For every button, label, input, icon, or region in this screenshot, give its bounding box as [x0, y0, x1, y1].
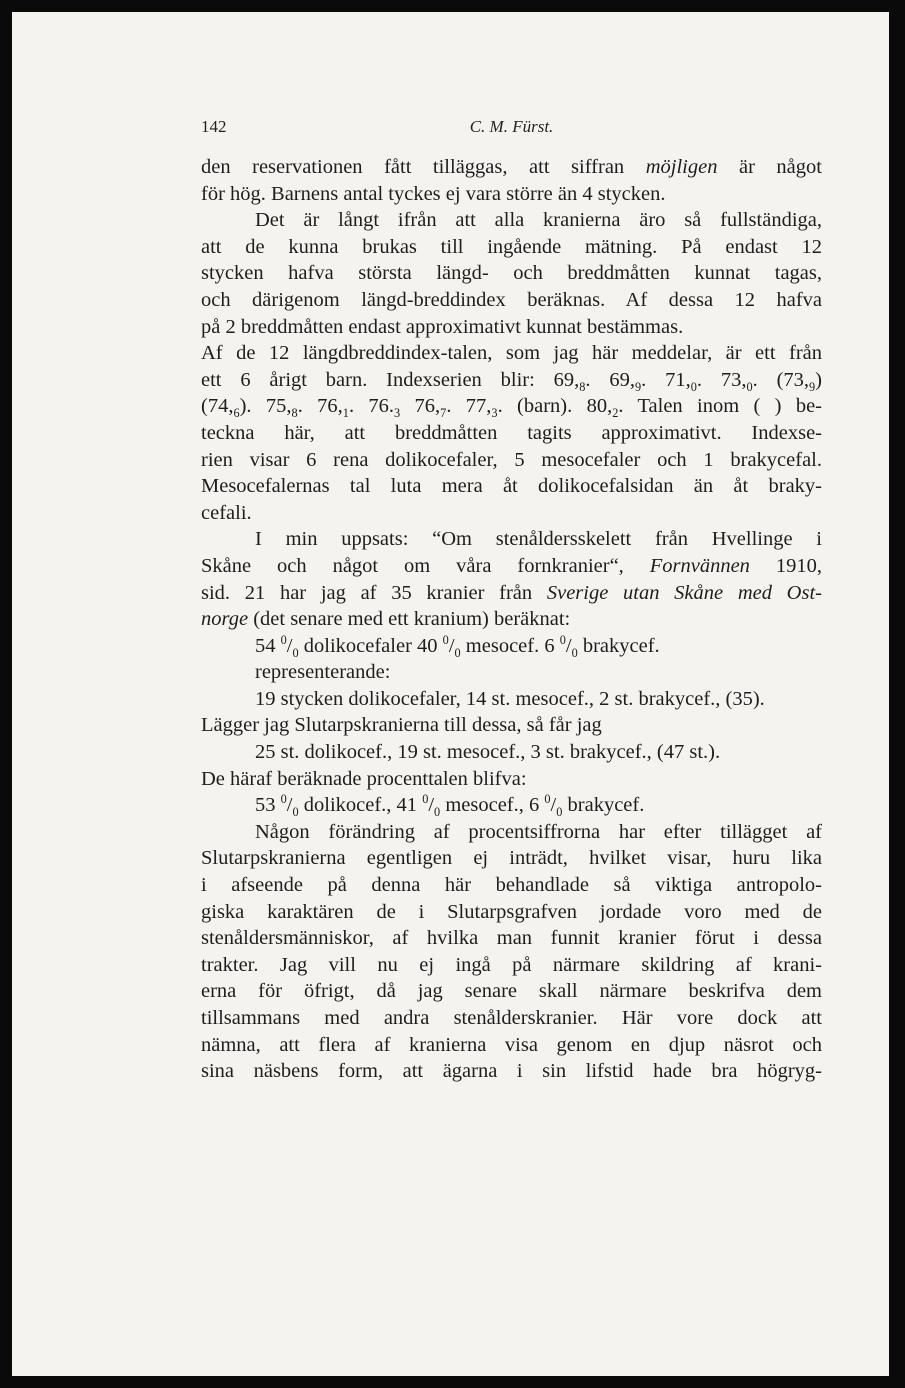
text-span: . 71,	[641, 368, 691, 391]
text-line	[201, 473, 822, 500]
text-span: Någon förändring af procentsiffrorna har efter tillägget af	[255, 820, 822, 843]
text-span: dolikocef., 41	[298, 794, 423, 817]
small-figure: 0	[571, 645, 578, 660]
text-span: /	[565, 634, 572, 657]
text-span: 25 st. dolikocef., 19 st. mesocef., 3 st. brakycef., (47 st.).	[255, 741, 721, 764]
text-line	[201, 367, 822, 394]
text-span: är något	[717, 156, 822, 178]
text-span: sina näsbens form, att ägarna i sin lifstid hade bra högryg-	[201, 1060, 822, 1083]
italic-text: Sverige utan Skåne med Ost-	[546, 581, 822, 604]
text-line	[201, 1032, 822, 1059]
small-figure: 3	[491, 406, 498, 421]
small-figure: 6	[233, 406, 240, 421]
text-span: Skåne och något om våra fornkranier“,	[201, 554, 650, 577]
text-span: och därigenom längd-breddindex beräknas. Af dessa 12 hafva	[201, 288, 822, 311]
text-line	[201, 447, 822, 474]
small-figure: 0	[556, 805, 563, 820]
text-span: stycken hafva största längd- och breddmåtten kunnat tagas,	[201, 262, 822, 285]
text-span: brakycef.	[562, 794, 645, 817]
small-figure: 0	[292, 645, 299, 660]
body-text	[201, 154, 822, 1085]
text-span: . 77,	[446, 395, 492, 418]
text-span: mesocef., 6	[440, 794, 545, 817]
text-line	[201, 500, 822, 527]
text-span: . 76.	[348, 395, 395, 418]
text-span: teckna här, att breddmåtten tagits approximativt. Indexse-	[201, 421, 822, 444]
text-span: stenåldersmänniskor, af hvilka man funnit kranier förut i dessa	[201, 927, 822, 950]
small-figure: 3	[394, 406, 401, 421]
text-line	[201, 686, 822, 713]
text-span: cefali.	[201, 501, 252, 524]
text-span: . (barn). 80,	[497, 395, 613, 418]
text-line	[201, 234, 822, 261]
book-page	[12, 12, 889, 1376]
text-span: (74,	[201, 395, 234, 418]
running-head: C. M. Fürst.	[469, 117, 554, 136]
small-figure: 0	[422, 792, 429, 807]
text-span: erna för öfrigt, då jag senare skall närmare beskrifva dem	[201, 980, 822, 1003]
text-line	[201, 845, 822, 872]
text-line	[201, 181, 822, 208]
text-line	[201, 978, 822, 1005]
text-span: /	[428, 794, 435, 817]
text-span: De häraf beräknade procenttalen blifva:	[201, 767, 527, 790]
small-figure: 0	[454, 645, 461, 660]
text-span: (det senare med ett kranium) beräknat:	[248, 608, 571, 631]
text-span: Mesocefalernas tal luta mera åt dolikocefalsidan än åt braky-	[201, 475, 822, 498]
small-figure: 1	[342, 406, 349, 421]
italic-text: Fornvännen	[649, 554, 750, 577]
text-span: rien visar 6 rena dolikocefaler, 5 mesocefaler och 1 brakycefal.	[201, 448, 822, 471]
small-figure: 8	[291, 406, 298, 421]
text-line	[201, 739, 822, 766]
text-span: Det är långt ifrån att alla kranierna äro så fullständiga,	[255, 209, 822, 232]
text-span: Af de 12 längdbreddindex-talen, som jag här meddelar, är ett från	[201, 342, 822, 365]
text-line	[201, 899, 822, 926]
text-span: att de kunna brukas till ingående mätning. På endast 12	[201, 235, 822, 258]
text-span: 19 stycken dolikocefaler, 14 st. mesocef., 2 st. brakycef., (35).	[255, 687, 765, 710]
text-line	[201, 207, 822, 234]
text-line	[201, 1005, 822, 1032]
text-span: för hög. Barnens antal tyckes ej vara större än 4 stycken.	[201, 182, 666, 205]
text-span: tillsammans med andra stenålderskranier. Här vore dock att	[201, 1007, 822, 1029]
small-figure: 0	[442, 632, 449, 647]
text-span: Slutarpskranierna egentligen ej inträdt, hvilket visar, huru lika	[201, 847, 822, 870]
text-line	[201, 1058, 822, 1085]
text-line	[201, 393, 822, 420]
text-span: dolikocefaler 40	[298, 634, 443, 657]
small-figure: 2	[612, 406, 619, 421]
text-line	[201, 952, 822, 979]
text-line	[201, 526, 822, 553]
text-span: brakycef.	[577, 634, 660, 657]
italic-text: möjligen	[645, 156, 718, 178]
small-figure: 0	[690, 379, 697, 394]
small-figure: 0	[434, 805, 441, 820]
small-figure: 0	[746, 379, 753, 394]
text-span: representerande:	[255, 661, 391, 684]
text-line	[201, 314, 822, 341]
text-span: . 69,	[585, 368, 635, 391]
text-span: /	[286, 794, 293, 817]
text-span: Lägger jag Slutarpskranierna till dessa, så får jag	[201, 714, 602, 737]
text-span: 54	[255, 634, 281, 657]
small-figure: 0	[280, 632, 287, 647]
text-line	[201, 766, 822, 793]
text-span: trakter. Jag vill nu ej ingå på närmare skildring af krani-	[201, 953, 822, 976]
text-span: . 73,	[696, 368, 747, 391]
text-span: mesocef. 6	[460, 634, 560, 657]
small-figure: 0	[559, 632, 566, 647]
text-line	[201, 659, 822, 686]
text-span: 1910,	[749, 554, 822, 577]
small-figure: 7	[440, 406, 447, 421]
text-span: /	[550, 794, 557, 817]
text-line	[201, 340, 822, 367]
text-span: )	[815, 368, 822, 391]
text-line	[201, 606, 822, 633]
text-line	[201, 553, 822, 580]
text-span: . 76,	[297, 395, 343, 418]
small-figure: 9	[809, 379, 816, 394]
small-figure: 0	[292, 805, 299, 820]
text-span: I min uppsats: “Om stenåldersskelett från Hvellinge i	[255, 528, 822, 551]
page-header	[201, 117, 822, 143]
text-span: den reservationen fått tilläggas, att siffran	[201, 156, 646, 178]
text-line	[201, 580, 822, 607]
text-span: giska karaktären de i Slutarpsgrafven jordade voro med de	[201, 900, 822, 923]
text-span: på 2 breddmåtten endast approximativt kunnat bestämmas.	[201, 315, 684, 338]
text-line	[201, 154, 822, 181]
text-line	[201, 287, 822, 314]
text-line	[201, 872, 822, 899]
text-span: ). 75,	[239, 395, 292, 418]
text-line	[201, 925, 822, 952]
text-line	[201, 792, 822, 819]
text-span: sid. 21 har jag af 35 kranier från	[201, 581, 547, 604]
text-line	[201, 260, 822, 287]
text-span: ett 6 årigt barn. Indexserien blir: 69,	[201, 368, 580, 391]
small-figure: 9	[634, 379, 642, 394]
text-span: . (73,	[752, 368, 810, 391]
text-span: i afseende på denna här behandlade så viktiga antropolo-	[201, 874, 822, 897]
text-line	[201, 712, 822, 739]
small-figure: 0	[544, 792, 551, 807]
text-line	[201, 819, 822, 846]
text-line	[201, 420, 822, 447]
text-span: /	[448, 634, 455, 657]
small-figure: 0	[280, 792, 287, 807]
text-span: 53	[255, 794, 281, 817]
italic-text: norge	[201, 608, 249, 631]
text-span: /	[286, 634, 293, 657]
text-line	[201, 633, 822, 660]
text-span: . Talen inom ( ) be-	[618, 395, 823, 418]
page-number: 142	[201, 117, 227, 136]
text-span: 76,	[400, 395, 441, 418]
text-span: nämna, att flera af kranierna visa genom en djup näsrot och	[201, 1033, 822, 1056]
small-figure: 8	[579, 379, 586, 394]
